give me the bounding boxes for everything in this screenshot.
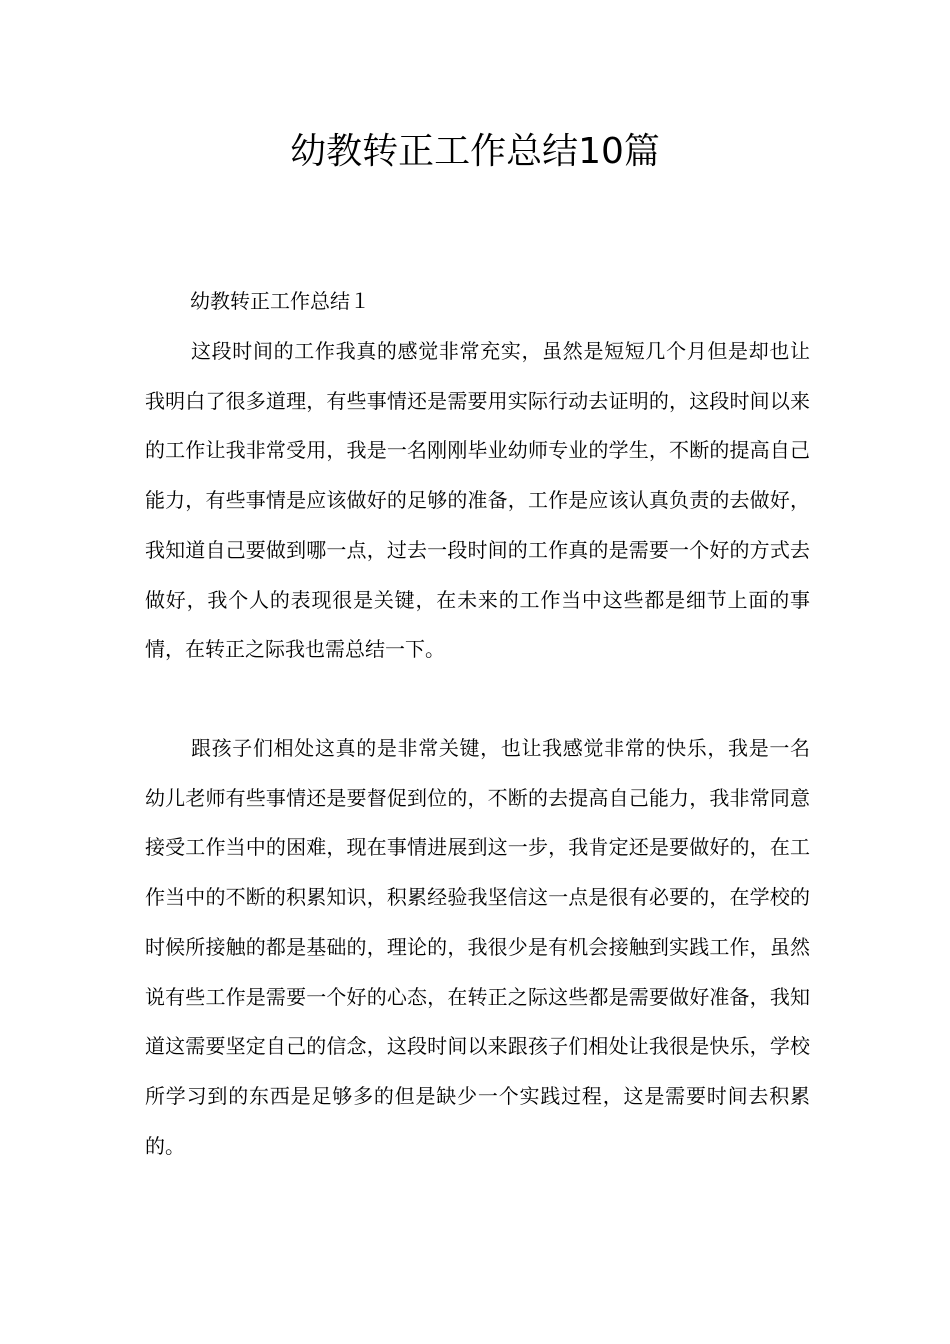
body-paragraph-block-1 bbox=[145, 327, 810, 675]
body-paragraph-block-2 bbox=[145, 724, 810, 1171]
body-paragraph: 跟孩子们相处这真的是非常关键，也让我感觉非常的快乐，我是一名幼儿老师有些事情还是要督促到位的，不断的去提高自己能力，我非常同意接受工作当中的困难，现在事情进展到这一步，我肯定还是要做好的，在工作当中的不断的积累知识，积累经验我坚信这一点是很有必要的，在学校的时候所接触的都是基础的，理论的，我很少是有机会接触到实践工作，虽然说有些工作是需要一个好的心态，在转正之际这些都是需要做好准备，我知道这需要坚定自己的信念，这段时间以来跟孩子们相处让我很是快乐，学校所学习到的东西是足够多的但是缺少一个实践过程，这是需要时间去积累的。 bbox=[145, 736, 810, 1158]
section-heading: 幼教转正工作总结１ bbox=[190, 289, 370, 313]
document-title: 幼教转正工作总结10篇 bbox=[290, 131, 660, 172]
body-paragraph: 这段时间的工作我真的感觉非常充实，虽然是短短几个月但是却也让我明白了很多道理，有些事情还是需要用实际行动去证明的，这段时间以来的工作让我非常受用，我是一名刚刚毕业幼师专业的学生，不断的提高自己能力，有些事情是应该做好的足够的准备，工作是应该认真负责的去做好，我知道自己要做到哪一点，过去一段时间的工作真的是需要一个好的方式去做好，我个人的表现很是关键，在未来的工作当中这些都是细节上面的事情，在转正之际我也需总结一下。 bbox=[145, 339, 810, 662]
